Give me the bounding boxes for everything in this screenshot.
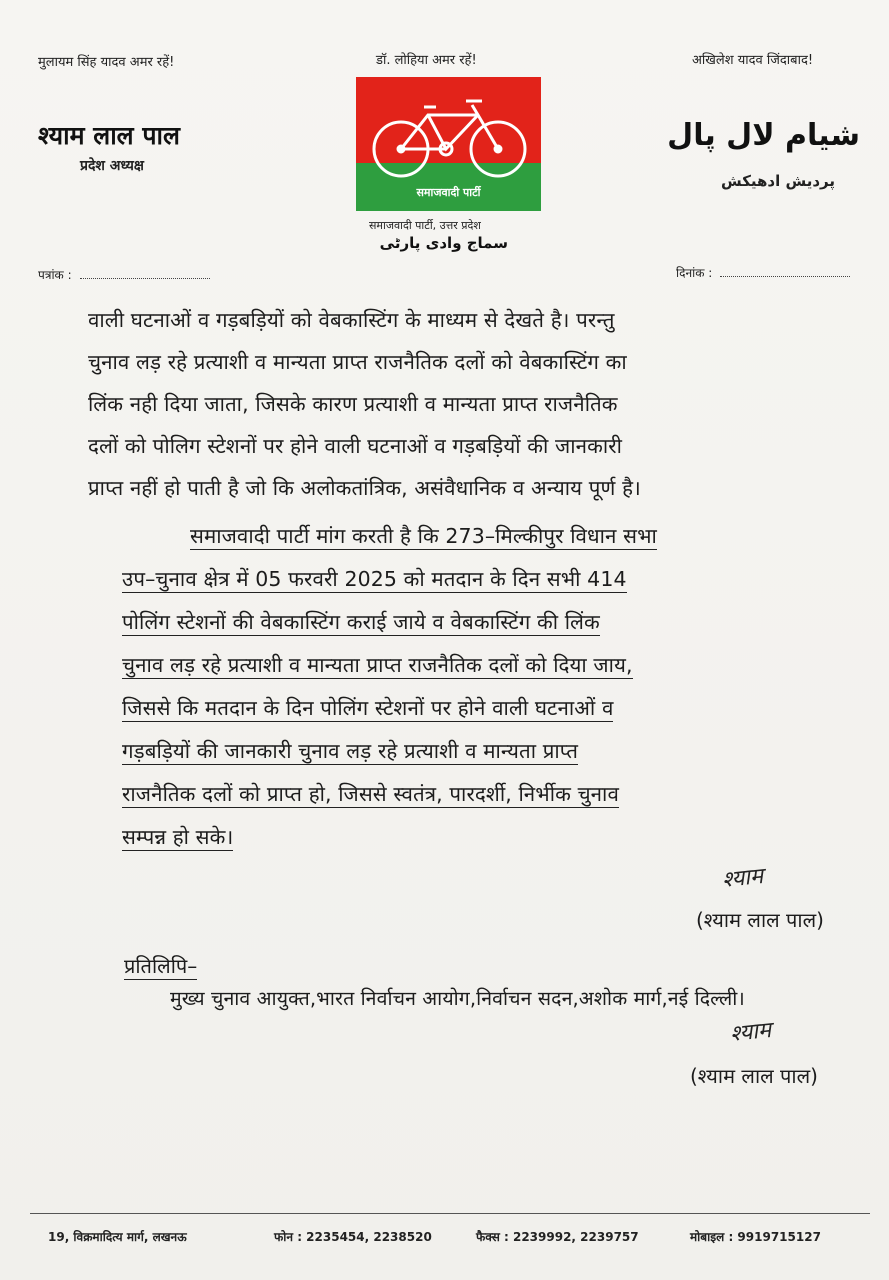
reference-dotted-line: [80, 268, 210, 279]
copy-recipient: मुख्य चुनाव आयुक्त,भारत निर्वाचन आयोग,निर्वाचन सदन,अशोक मार्ग,नई दिल्ली।: [170, 987, 745, 1010]
body-line: दलों को पोलिग स्टेशनों पर होने वाली घटनाओं व गड़बड़ियों की जानकारी: [88, 434, 623, 458]
demand-line: राजनैतिक दलों को प्राप्त हो, जिससे स्वतंत्र, पारदर्शी, निर्भीक चुनाव: [122, 782, 619, 806]
slogan-center: डॉ. लोहिया अमर रहें!: [376, 53, 477, 68]
footer-address: 19, विक्रमादित्य मार्ग, लखनऊ: [48, 1230, 187, 1244]
letterhead-role-hindi: प्रदेश अध्यक्ष: [80, 158, 144, 174]
letterhead-role-urdu: پردیش ادھیکش: [720, 172, 835, 190]
reference-field: [38, 266, 210, 283]
body-line: वाली घटनाओं व गड़बड़ियों को वेबकास्टिंग के माध्यम से देखते है। परन्तु: [88, 308, 615, 332]
footer-mobile: मोबाइल : 9919715127: [690, 1230, 821, 1244]
footer-fax: फैक्स : 2239992, 2239757: [476, 1230, 639, 1244]
date-label: दिनांक :: [676, 266, 713, 280]
letterhead-name-hindi: श्याम लाल पाल: [38, 121, 180, 150]
body-line: प्राप्त नहीं हो पाती है जो कि अलोकतांत्रिक, असंवैधानिक व अन्याय पूर्ण है।: [88, 476, 641, 500]
signatory-name: (श्याम लाल पाल): [696, 908, 824, 932]
demand-line: उप–चुनाव क्षेत्र में 05 फरवरी 2025 को मतदान के दिन सभी 414: [122, 567, 627, 591]
demand-line: पोलिंग स्टेशनों की वेबकास्टिंग कराई जाये व वेबकास्टिंग की लिंक: [122, 610, 600, 634]
logo-label: समाजवादी पार्टी: [416, 186, 481, 199]
copy-label: प्रतिलिपि–: [124, 954, 198, 978]
party-name-urdu: سماج وادی پارٹی: [379, 234, 508, 252]
demand-line: चुनाव लड़ रहे प्रत्याशी व मान्यता प्राप्त राजनैतिक दलों को दिया जाय,: [122, 653, 633, 677]
demand-line: गड़बड़ियों की जानकारी चुनाव लड़ रहे प्रत्याशी व मान्यता प्राप्त: [122, 739, 579, 763]
under-logo-text: समाजवादी पार्टी, उत्तर प्रदेश: [369, 219, 481, 232]
footer-phone: फोन : 2235454, 2238520: [274, 1230, 432, 1244]
date-field: [676, 264, 850, 281]
signatory-name-copy: (श्याम लाल पाल): [690, 1064, 818, 1088]
letterhead-name-urdu: شیام لال پال: [667, 118, 860, 153]
slogan-right: अखिलेश यादव जिंदाबाद!: [692, 53, 814, 68]
signature-mark: श्याम: [720, 863, 765, 894]
demand-line: समाजवादी पार्टी मांग करती है कि 273–मिल्कीपुर विधान सभा: [190, 524, 657, 548]
demand-line: सम्पन्न हो सके।: [122, 825, 234, 849]
body-line: चुनाव लड़ रहे प्रत्याशी व मान्यता प्राप्त राजनैतिक दलों को वेबकास्टिंग का: [88, 350, 627, 374]
party-logo: [356, 77, 541, 211]
slogan-left: मुलायम सिंह यादव अमर रहें!: [38, 55, 175, 70]
signature-mark-copy: श्याम: [728, 1017, 773, 1048]
reference-label: पत्रांक :: [38, 268, 72, 282]
body-line: लिंक नही दिया जाता, जिसके कारण प्रत्याशी व मान्यता प्राप्त राजनैतिक: [88, 392, 618, 416]
demand-line: जिससे कि मतदान के दिन पोलिंग स्टेशनों पर होने वाली घटनाओं व: [122, 696, 614, 720]
date-dotted-line: [720, 266, 850, 277]
footer-divider: [30, 1213, 870, 1214]
